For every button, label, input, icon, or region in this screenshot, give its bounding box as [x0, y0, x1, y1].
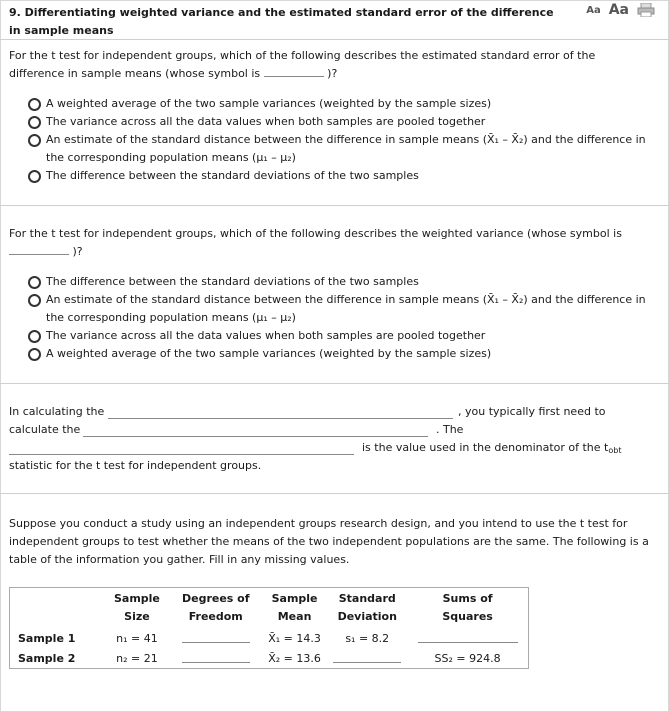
- col-standard-deviation: Standard Deviation: [337, 592, 397, 623]
- table-row: [10, 648, 528, 668]
- radio-button[interactable]: [28, 170, 41, 183]
- divider: [0, 205, 669, 206]
- question-title: 9. Differentiating weighted variance and the estimated standard error of the difference in sample means: [9, 6, 554, 37]
- q3-blank-1[interactable]: [108, 418, 453, 419]
- q2-option[interactable]: The variance across all the data values when both samples are pooled together: [26, 327, 651, 345]
- q3-text: In calculating the: [9, 405, 105, 418]
- df-input[interactable]: [182, 650, 250, 663]
- sd-input[interactable]: [333, 650, 401, 663]
- sums-of-squares-value: SS₂ = 924.8: [434, 651, 501, 665]
- df-input[interactable]: [182, 630, 250, 643]
- radio-button[interactable]: [28, 116, 41, 129]
- q3-text: calculate the: [9, 423, 81, 436]
- q2-prompt: For the t test for independent groups, which of the following describes the weighted variance (whose symbol is )?: [9, 227, 622, 258]
- ss-input[interactable]: [418, 630, 518, 643]
- radio-button[interactable]: [28, 294, 41, 307]
- print-icon[interactable]: [637, 3, 655, 17]
- radio-button[interactable]: [28, 330, 41, 343]
- q1-option[interactable]: A weighted average of the two sample variances (weighted by the sample sizes): [26, 95, 651, 113]
- table-header-row: [10, 588, 528, 628]
- q1-option[interactable]: An estimate of the standard distance between the difference in sample means (X̄₁ – X̄₂) and the difference in the corresponding population means (μ₁ – μ₂): [26, 131, 651, 167]
- radio-button[interactable]: [28, 276, 41, 289]
- q3-text: is the value used in the denominator of the $t_{obt}$: [362, 441, 622, 455]
- q3-text: , you typically first need to: [458, 405, 606, 418]
- q3-text: . The: [436, 423, 464, 436]
- q1-option[interactable]: The variance across all the data values when both samples are pooled together: [26, 113, 651, 131]
- q1-symbol-blank[interactable]: [264, 65, 324, 77]
- divider: [0, 39, 669, 40]
- col-sample-mean: Sample Mean: [271, 592, 318, 623]
- table-row: [10, 628, 528, 648]
- q1-option[interactable]: The difference between the standard deviations of the two samples: [26, 167, 651, 185]
- q2-option[interactable]: A weighted average of the two sample variances (weighted by the sample sizes): [26, 345, 651, 363]
- q2-option[interactable]: An estimate of the standard distance between the difference in sample means (X̄₁ – X̄₂) and the difference in the corresponding population means (μ₁ – μ₂): [26, 291, 651, 327]
- standard-deviation-value: s₁ = 8.2: [345, 631, 390, 645]
- data-table: [9, 587, 529, 669]
- sample-size-value: n₂ = 21: [116, 651, 158, 665]
- q3-blank-3[interactable]: [9, 454, 354, 455]
- q4-intro: Suppose you conduct a study using an independent groups research design, and you intend to use the t test for independent groups to test whether the means of the two independent populations are the same. The following is a table of the information you gather. Fill in any missing values.: [9, 517, 649, 566]
- font-increase-button[interactable]: Aa: [608, 2, 629, 18]
- radio-button[interactable]: [28, 134, 41, 147]
- sample-mean-value: X̄₁ = 14.3: [268, 631, 321, 645]
- q2-options: [26, 273, 651, 363]
- q1-options: [26, 95, 651, 185]
- col-degrees-of-freedom: Degrees of Freedom: [181, 592, 250, 623]
- q2-symbol-blank[interactable]: [9, 243, 69, 255]
- q1-prompt: For the t test for independent groups, which of the following describes the estimated standard error of the difference in sample means (whose symbol is )?: [9, 49, 596, 80]
- divider: [0, 493, 669, 494]
- divider: [0, 383, 669, 384]
- row-label: Sample 1: [18, 631, 76, 645]
- col-sample-size: Sample Size: [113, 592, 160, 623]
- font-decrease-button[interactable]: Aa: [586, 4, 601, 16]
- q2-option[interactable]: The difference between the standard deviations of the two samples: [26, 273, 651, 291]
- radio-button[interactable]: [28, 98, 41, 111]
- col-sums-of-squares: Sums of Squares: [442, 592, 493, 623]
- q3-text: statistic for the t test for independent groups.: [9, 459, 262, 472]
- sample-size-value: n₁ = 41: [116, 631, 158, 645]
- radio-button[interactable]: [28, 348, 41, 361]
- sample-mean-value: X̄₂ = 13.6: [268, 651, 321, 665]
- row-label: Sample 2: [18, 651, 76, 665]
- font-tools: [586, 2, 655, 18]
- q3-blank-2[interactable]: [83, 436, 428, 437]
